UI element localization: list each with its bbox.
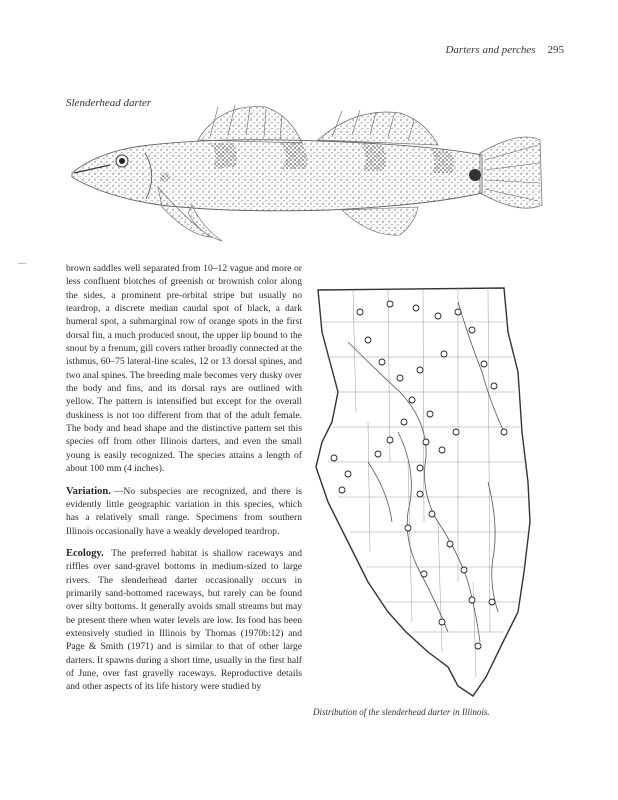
running-head-title: Darters and perches (445, 44, 536, 56)
illinois-distribution-map (308, 282, 558, 702)
fish-illustration (70, 95, 545, 245)
body-text-column (66, 262, 302, 694)
species-heading: Slenderhead darter (66, 97, 152, 109)
fish-caudal-fin (480, 137, 542, 208)
state-outline (316, 288, 530, 696)
running-head (445, 44, 564, 56)
margin-mark: — (18, 258, 26, 267)
fish-second-dorsal-fin (318, 110, 438, 145)
fish-first-dorsal-fin (198, 105, 302, 143)
variation-paragraph (66, 485, 302, 538)
fish-anal-fin (342, 207, 418, 235)
description-paragraph: brown saddles well separated from 10–12 vague and more or less confluent blotches of greenish or brownish color along the sides, a prominent pre-orbital stripe but usually no teardrop, a discrete median caudal spot of black, a dark humeral spot, a submarginal row of orange spots in the first dorsal fin, a much produced snout, the upper lip bound to the snout by a frenum, gill covers rather broadly connected at the isthmus, 60–75 lateral-line scales, 12 or 13 dorsal spines, and two anal spines. The breeding male becomes very dusky over the body and fins, and its dorsal rays are outlined with yellow. The pattern is intensified but except for the overall duskiness is not too different from that of the adult female. The body and head shape and the distinctive pattern set this species off from other Illinois darters, and even the small young is easily recognized. The species attains a length of about 100 mm (4 inches). (66, 263, 302, 475)
map-caption: Distribution of the slenderhead darter in Illinois. (313, 707, 490, 717)
ecology-paragraph (66, 547, 302, 694)
page-number: 295 (547, 44, 564, 56)
variation-heading: Variation. (66, 485, 111, 497)
fish-body (72, 140, 482, 211)
ecology-text: The preferred habitat is shallow raceways and riffles over sand-gravel bottoms in medium-sized to large rivers. The slenderhead darter occasionally occurs in primarily sand-bottomed raceways, but rarely can be found over silty bottoms. It generally avoids small streams but may be present there when water levels are low. Its food has been extensively studied in Illinois by Thomas (1970b:12) and Page & Smith (1971) and is similar to that of other large darters. It spawns during a short time, usually in the first half of June, over fast gravelly raceways. Reproductive details and other aspects of its life history were studied by (66, 547, 302, 693)
variation-text: —No subspecies are recognized, and there is evidently little geographic variation in this species, which has a relatively small range. Specimens from southern Illinois occasionally have a weakly developed teardrop. (66, 485, 302, 537)
ecology-heading: Ecology. (66, 547, 104, 559)
